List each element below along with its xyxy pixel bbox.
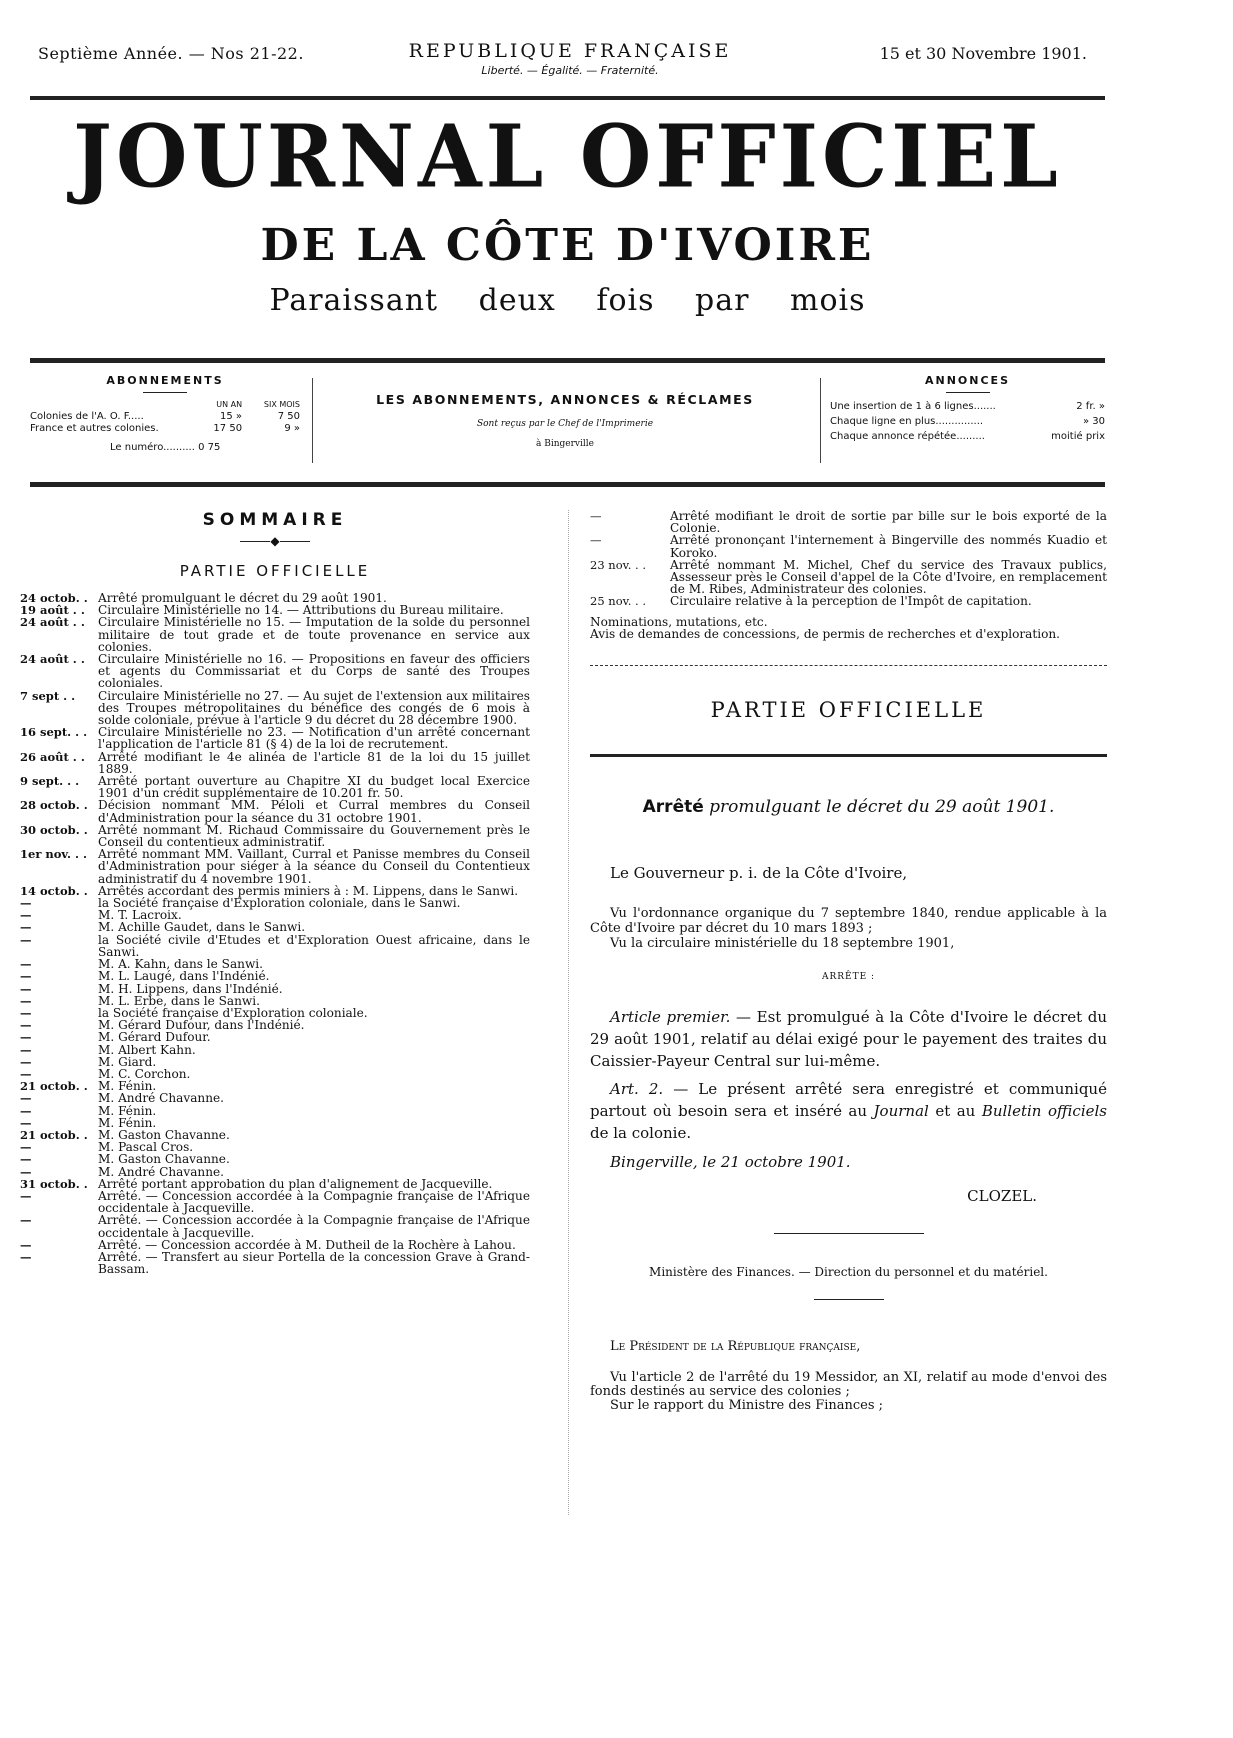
publication-frequency: Paraissant deux fois par mois [269, 283, 866, 318]
entry-text: Arrêté nommant M. Richaud Commissaire du Gouvernement près le Conseil du contentieux administratif. [98, 822, 530, 850]
sommaire-entry [20, 1251, 530, 1275]
sommaire-entry [20, 1068, 530, 1080]
heading-underline [143, 392, 187, 393]
entry-text: M. André Chavanne. [98, 1164, 224, 1179]
issue-date: 15 et 30 Novembre 1901. [879, 44, 1087, 63]
annonce-price: » 30 [1082, 416, 1105, 427]
entry-date: 24 août . . [20, 652, 85, 667]
article-text: — Est promulgué à la Côte d'Ivoire le décret du 29 août 1901, relatif au délai exigé pour le payement des traites du Caissier-Payeur Central sur lui-même. [590, 1007, 1107, 1070]
heading-underline [946, 392, 990, 393]
sommaire-entry [20, 897, 530, 909]
entry-text: Circulaire Ministérielle no 27. — Au sujet de l'extension aux militaires des Troupes métropolitaines du bénéfice des congés de 6 mois à solde coloniale, prévue à l'article 9 du décret du 28 décembre 1900. [98, 688, 530, 728]
entry-date: — [20, 1042, 32, 1057]
entry-date: 23 nov. . . [590, 557, 647, 572]
entry-text: Arrêté modifiant le 4e alinéa de l'article 81 de la loi du 15 juillet 1889. [98, 749, 530, 776]
entry-date: — [20, 1054, 32, 1069]
entry-date: — [20, 957, 32, 972]
sommaire-entry [20, 1141, 530, 1153]
entry-text: M. Gaston Chavanne. [98, 1127, 230, 1142]
entry-date: — [20, 1188, 32, 1203]
entry-date: 16 sept. . . [20, 725, 88, 740]
president-line: Le Président de la République française, [610, 1338, 861, 1354]
abonnement-year: 15 » [220, 411, 243, 422]
entry-date: — [20, 1140, 32, 1155]
entry-date: — [20, 1091, 32, 1106]
republic-block [395, 40, 745, 77]
journal-title: JOURNAL OFFICIEL [73, 106, 1062, 208]
col-year-header: UN AN [216, 400, 243, 409]
entry-date: — [20, 1115, 32, 1130]
entry-date: — [20, 1237, 32, 1252]
entry-date: — [20, 1213, 32, 1228]
entry-text: Arrêtés accordant des permis miniers à : M. Lippens, dans le Sanwi. [98, 883, 519, 898]
sommaire-entry [20, 1129, 530, 1141]
arrete-title [590, 797, 1107, 817]
entry-date: 26 août . . [20, 749, 85, 764]
newspaper-page [20, 0, 1115, 1738]
entry-text: Décision nommant MM. Péloli et Curral membres du Conseil d'Administration pour la séance du 31 octobre 1901. [98, 798, 530, 825]
reception-block [320, 374, 810, 449]
sommaire-continued-list [590, 510, 1107, 608]
right-column [590, 510, 1107, 1413]
box-bottom-rule [30, 482, 1105, 487]
entry-text: Arrêté prononçant l'internement à Bingerville des nommés Kuadio et Koroko. [670, 533, 1107, 560]
article-text: — Le présent arrêté sera enregistré et communiqué partout où besoin sera et inséré au [590, 1079, 1107, 1120]
annonce-row [830, 429, 1105, 444]
signature: CLOZEL. [967, 1186, 1037, 1205]
entry-date: — [20, 920, 32, 935]
sommaire-entry [20, 799, 530, 823]
entry-text: M. H. Lippens, dans l'Indénié. [98, 981, 283, 996]
entry-text: M. A. Kahn, dans le Sanwi. [98, 957, 264, 972]
masthead [20, 106, 1115, 318]
entry-text: M. C. Corchon. [98, 1066, 191, 1081]
entry-date: 9 sept. . . [20, 774, 80, 789]
sommaire-entry [20, 824, 530, 848]
bulletin-word: Bulletin officiels [981, 1101, 1107, 1120]
article-text: de la colonie. [590, 1123, 692, 1142]
top-header [20, 40, 1115, 100]
annonce-label: Chaque annonce répétée......... [830, 431, 985, 442]
ornament-divider: ◆ [20, 534, 530, 548]
misc-entry: Nominations, mutations, etc. [590, 614, 768, 629]
entry-date: — [20, 932, 32, 947]
sommaire-entry [590, 510, 1107, 534]
entry-date: — [20, 993, 32, 1008]
abonnement-row [30, 423, 300, 435]
entry-text: la Société française d'Exploration coloniale. [98, 1005, 368, 1020]
entry-date: — [20, 1103, 32, 1118]
vu-arrete: Vu l'article 2 de l'arrêté du 19 Messidor, an XI, relatif au mode d'envoi des fonds destinés au service des colonies ; [590, 1369, 1107, 1399]
sommaire-entry [20, 848, 530, 885]
entry-date: — [20, 969, 32, 984]
place-date: Bingerville, le 21 octobre 1901. [610, 1152, 851, 1171]
entry-date: 30 octob. . [20, 822, 88, 837]
entry-date: — [20, 1005, 32, 1020]
entry-text: la Société française d'Exploration coloniale, dans le Sanwi. [98, 896, 461, 911]
ministry-line: Ministère des Finances. — Direction du personnel et du matériel. [649, 1264, 1048, 1279]
entry-date: 24 août . . [20, 615, 85, 630]
reception-line: Sont reçus par le Chef de l'Imprimerie [476, 419, 654, 429]
entry-text: Arrêté portant ouverture au Chapitre XI du budget local Exercice 1901 d'un crédit supplémentaire de 10.201 fr. 50. [98, 774, 530, 801]
abonnement-six: 7 50 [277, 411, 300, 422]
sommaire-entry [20, 751, 530, 775]
entry-text: M. Gérard Dufour, dans l'Indénié. [98, 1018, 305, 1033]
entry-date: — [590, 509, 602, 523]
annonces-table [830, 399, 1105, 444]
box-separator [312, 378, 313, 463]
entry-date: 7 sept . . [20, 688, 76, 703]
entry-text: M. Gaston Chavanne. [98, 1152, 230, 1167]
annonce-row [830, 399, 1105, 414]
entry-date: — [20, 1030, 32, 1045]
partie-officielle-heading: PARTIE OFFICIELLE [710, 697, 987, 722]
entry-text: M. Albert Kahn. [98, 1042, 196, 1057]
box-separator [820, 378, 821, 463]
annonce-row [830, 414, 1105, 429]
edition-number: Septième Année. — Nos 21-22. [38, 44, 304, 63]
entry-text: M. Fénin. [98, 1115, 157, 1130]
republic-motto: Liberté. — Égalité. — Fraternité. [481, 64, 659, 77]
entry-text: M. Fénin. [98, 1103, 157, 1118]
vu-ordonnance: Vu l'ordonnance organique du 7 septembre 1840, rendue applicable à la Côte d'Ivoire par décret du 10 mars 1893 ; [590, 905, 1107, 936]
arrete-title-italic: promulguant le décret du 29 août 1901. [709, 796, 1055, 817]
entry-text: Arrêté portant approbation du plan d'alignement de Jacqueville. [98, 1176, 493, 1191]
subscription-box [30, 370, 1105, 480]
sommaire-entry [20, 1117, 530, 1129]
col-six-header: SIX MOIS [263, 400, 300, 409]
entry-date: 24 octob. . [20, 591, 88, 605]
sommaire-entry [20, 983, 530, 995]
entry-date: — [20, 1018, 32, 1033]
annonces-heading: ANNONCES [925, 374, 1010, 387]
sommaire-entry [20, 1214, 530, 1238]
sommaire-entry [20, 970, 530, 982]
short-divider [774, 1233, 924, 1234]
republic-title: REPUBLIQUE FRANÇAISE [408, 40, 732, 62]
sommaire-list [20, 592, 530, 1275]
entry-text: Arrêté. — Transfert au sieur Portella de la concession Grave à Grand-Bassam. [98, 1249, 530, 1277]
entry-text: Arrêté. — Concession accordée à la Compagnie française de l'Afrique occidentale à Jacqueville. [98, 1213, 530, 1240]
entry-date: 19 août . . [20, 603, 85, 618]
sommaire-entry [20, 690, 530, 727]
dashed-divider [590, 665, 1107, 666]
vu-circulaire: Vu la circulaire ministérielle du 18 septembre 1901, [610, 935, 955, 951]
entry-date: — [20, 896, 32, 911]
entry-text: Circulaire Ministérielle no 14. — Attributions du Bureau militaire. [98, 603, 504, 618]
entry-text: Circulaire Ministérielle no 15. — Imputation de la solde du personnel militaire de tout grade et de toute provenance en service aux colonies. [98, 615, 530, 654]
annonce-label: Une insertion de 1 à 6 lignes....... [830, 401, 996, 412]
gouverneur-line: Le Gouverneur p. i. de la Côte d'Ivoire, [610, 863, 908, 882]
entry-text: Arrêté. — Concession accordée à M. Dutheil de la Rochère à Lahou. [98, 1237, 516, 1252]
sommaire-entry [20, 726, 530, 750]
abonnements-table [30, 399, 300, 435]
entry-date: 21 octob. . [20, 1127, 88, 1142]
entry-text: M. Gérard Dufour. [98, 1030, 211, 1045]
numero-value: 0 75 [198, 442, 221, 453]
entry-text: Arrêté. — Concession accordée à la Compagnie française de l'Afrique occidentale à Jacqueville. [98, 1188, 530, 1216]
entry-date: — [20, 1249, 32, 1264]
annonces-block [830, 374, 1105, 444]
annonce-price: moitié prix [1051, 431, 1105, 442]
sommaire-entry [20, 1080, 530, 1092]
entry-text: Arrêté nommant M. Michel, Chef du service des Travaux publics, Assesseur près le Conseil d'appel de la Côte d'Ivoire, en remplacement de M. Ribes, Administrateur des colonies. [670, 557, 1107, 597]
article-label: Article premier. [610, 1007, 731, 1026]
sommaire-entry [20, 1031, 530, 1043]
article-deux [590, 1078, 1107, 1144]
entry-date: 25 nov. . . [590, 594, 647, 609]
column-divider [568, 510, 570, 1515]
entry-date: — [590, 533, 602, 548]
article-label: Art. 2. [610, 1079, 664, 1098]
rapport-line: Sur le rapport du Ministre des Finances ; [610, 1397, 884, 1413]
journal-subtitle: DE LA CÔTE D'IVOIRE [260, 220, 875, 271]
reception-heading: LES ABONNEMENTS, ANNONCES & RÉCLAMES [376, 392, 754, 407]
article-premier [590, 1006, 1107, 1072]
entry-text: Circulaire Ministérielle no 23. — Notification d'un arrêté concernant l'application de l'article 81 (§ 4) de la loi de recrutement. [98, 725, 530, 752]
top-rule [30, 96, 1105, 100]
entry-text: M. T. Lacroix. [98, 908, 182, 923]
abonnement-six: 9 » [284, 423, 300, 434]
article-text: et au [935, 1101, 976, 1120]
abonnement-label: Colonies de l'A. O. F..... [30, 411, 144, 422]
entry-text: M. L. Laugé, dans l'Indénié. [98, 969, 270, 984]
numero-price [30, 441, 300, 454]
entry-text: Arrêté nommant MM. Vaillant, Curral et Panisse membres du Conseil d'Administration pour siéger à la séance du Conseil du Contentieux administratif du 4 novembre 1901. [98, 847, 530, 886]
entry-date: — [20, 1066, 32, 1081]
sommaire-entry [20, 1044, 530, 1056]
entry-text: Circulaire relative à la perception de l'Impôt de capitation. [670, 594, 1032, 609]
abonnement-label: France et autres colonies. [30, 423, 159, 434]
sommaire-entry [20, 1105, 530, 1117]
sommaire-entry [20, 1166, 530, 1178]
numero-label: Le numéro.......... [110, 442, 195, 453]
sommaire-section-title: PARTIE OFFICIELLE [179, 562, 371, 580]
sommaire-column [20, 510, 530, 1275]
entry-date: 28 octob. . [20, 798, 88, 813]
entry-text: M. Achille Gaudet, dans le Sanwi. [98, 920, 306, 935]
entry-date: 31 octob. . [20, 1176, 88, 1191]
short-divider [814, 1299, 884, 1300]
sommaire-entry [20, 921, 530, 933]
journal-word: Journal [873, 1101, 929, 1120]
misc-entry: Avis de demandes de concessions, de permis de recherches et d'exploration. [590, 627, 1061, 642]
sommaire-entry [590, 559, 1107, 596]
abonnement-row [30, 411, 300, 423]
sommaire-entry [20, 616, 530, 653]
entry-text: M. Pascal Cros. [98, 1140, 194, 1155]
entry-text: M. André Chavanne. [98, 1091, 224, 1106]
arrete-label: ARRÊTE : [821, 971, 876, 982]
entry-date: 1er nov. . . [20, 847, 87, 862]
sommaire-title: SOMMAIRE [202, 510, 348, 530]
sommaire-entry [20, 1092, 530, 1104]
annonce-price: 2 fr. » [1076, 401, 1105, 412]
entry-text: la Société civile d'Etudes et d'Exploration Ouest africaine, dans le Sanwi. [98, 932, 530, 959]
section-rule [590, 754, 1107, 757]
abonnements-heading: ABONNEMENTS [106, 374, 224, 387]
sommaire-entry [590, 534, 1107, 558]
sommaire-entry [20, 1153, 530, 1165]
sommaire-entry [20, 775, 530, 799]
sommaire-entry [20, 1019, 530, 1031]
entry-date: — [20, 908, 32, 923]
sommaire-entry [20, 653, 530, 690]
entry-text: M. L. Erbe, dans le Sanwi. [98, 993, 260, 1008]
arrete-title-bold: Arrêté [642, 796, 704, 817]
annonce-label: Chaque ligne en plus............... [830, 416, 984, 427]
entry-text: M. Giard. [98, 1054, 157, 1069]
entry-text: Circulaire Ministérielle no 16. — Propositions en faveur des officiers et agents du Commissariat et du Corps de santé des Troupes coloniales. [98, 652, 530, 691]
entry-date: 21 octob. . [20, 1079, 88, 1094]
reception-place: à Bingerville [536, 439, 594, 449]
entry-text: Arrêté promulguant le décret du 29 août 1901. [98, 591, 387, 605]
entry-text: M. Fénin. [98, 1079, 157, 1094]
entry-date: — [20, 1152, 32, 1167]
entry-date: — [20, 981, 32, 996]
sommaire-entry [20, 934, 530, 958]
sommaire-entry [20, 1190, 530, 1214]
abonnements-block [30, 374, 300, 454]
entry-date: — [20, 1164, 32, 1179]
masthead-bottom-rule [30, 358, 1105, 363]
sommaire-entry [590, 595, 1107, 607]
entry-date: 14 octob. . [20, 883, 88, 898]
abonnement-year: 17 50 [213, 423, 243, 434]
sommaire-entry [20, 958, 530, 970]
sommaire-entry [20, 1056, 530, 1068]
entry-text: Arrêté modifiant le droit de sortie par bille sur le bois exporté de la Colonie. [670, 509, 1107, 536]
